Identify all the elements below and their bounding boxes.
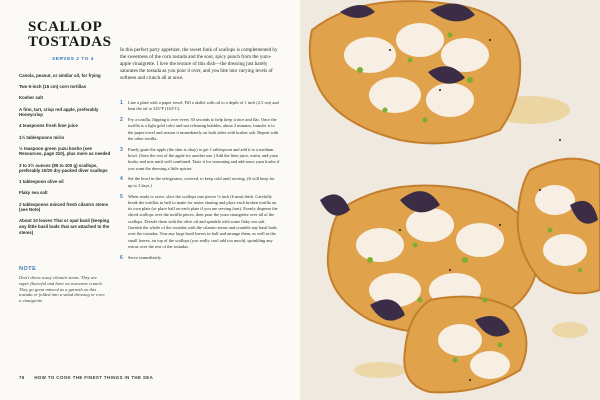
step-text: Finely grate the apple (the skin is okay) to get 1 tablespoon and add it to a medium bowl. (Save the rest of the apple for another use.) Add the lime juice, mirin, and yuzu kosho and mix until well combined. Taste it for seasoning and add more yuzu kosho if you want the dressing a little spicier. [128, 146, 280, 171]
method-step [120, 176, 280, 189]
step-text: Set the bowl in the refrigerator, covered, to keep cold until serving. (It will keep for up to 3 days.) [128, 176, 275, 188]
ingredient-item: 1½ tablespoons mirin [19, 134, 65, 140]
step-number: 6 [120, 254, 123, 261]
ingredient-item: 2 tablespoons minced fresh cilantro stems (see Note) [19, 201, 109, 213]
step-number: 2 [120, 117, 123, 124]
scallop-slice [426, 83, 474, 117]
scallop-slice [396, 23, 444, 57]
sauce-pool [552, 322, 588, 338]
scallop-slice [543, 234, 587, 266]
step-text: Line a plate with a paper towel. Fill a skillet with oil to a depth of 1 inch (2.5 cm) and heat the oil to 325°F (163°C). [128, 100, 279, 112]
title-line-1: SCALLOP [28, 19, 103, 35]
running-head: HOW TO COOK THE FINEST THINGS IN THE SEA [34, 375, 154, 380]
ingredient-item: About 10 leaves Thai or opal basil (keeping any little basil buds that are attached to the stems) [19, 218, 110, 235]
method-step [120, 147, 280, 172]
scallop-slice [344, 37, 396, 73]
scallop-slice [356, 228, 404, 262]
step-text: Serve immediately. [128, 254, 162, 260]
scallop-slice [438, 324, 482, 356]
scallop-slice [456, 223, 504, 257]
recipe-intro: In this perfect party appetizer, the sweet funk of scallops is complemented by the sweetness of the corn tostada and the sour, spicy punch from the yuzu-apple vinaigrette. I love the texture of this dish—the dressing just barely saturates the tostada as you pour it over, and you bite into varying levels of softness and crunch all at once. [120, 47, 278, 81]
method-step [120, 255, 280, 261]
ingredient-item: A firm, tart, crisp red apple, preferably Honeycrisp [19, 106, 99, 118]
method-step [120, 117, 280, 142]
ingredient-item: Flaky sea salt [19, 190, 48, 196]
ingredient-item: 4 teaspoons fresh lime juice [19, 123, 78, 129]
title-line-2: TOSTADAS [28, 34, 112, 50]
step-number: 5 [120, 193, 123, 200]
step-text: When ready to serve, slice the scallops into pieces ⅛ inch (6 mm) thick. Carefully break the tortillas in half to make for easier sharing and place each broken tortilla on its own plate (or place half on each plate if you are serving four). Evenly disperse the sliced scallops over the tortilla pieces, then pour the yuzu vinaigrette over all of the scallops. Drizzle them with the olive oil and sprinkle with some flaky sea salt. Garnish the whole of the tostadas with the cilantro stems and crumble any basil buds over the tostadas. Tear any large basil leaves in half and arrange them, as well as the small leaves, on top of the scallops (you really can't add too much), sprinkling any extras over the rest of the tostadas. [128, 193, 278, 249]
step-number: 1 [120, 100, 123, 106]
serves-label: SERVES 2 TO 4 [52, 57, 94, 62]
scallop-slice [369, 77, 421, 113]
ingredient-item: 3 to 3½ ounces (85 to 100 g) scallops, preferably 10/20 dry-packed diver scallops [19, 162, 108, 174]
ingredient-item: Canola, peanut, or similar oil, for frying [19, 73, 101, 78]
ingredient-item: Two 6-inch (15 cm) corn tortillas [19, 84, 87, 90]
ingredient-item: 1 tablespoon olive oil [19, 179, 64, 185]
sauce-pool [354, 362, 406, 378]
ingredient-list [19, 73, 111, 241]
method-step [120, 100, 280, 113]
method-step [120, 194, 280, 251]
scallop-slice [535, 185, 575, 215]
scallop-slice [406, 208, 454, 242]
scallop-slice [470, 351, 510, 379]
note-body: Don't throw away cilantro stems. They are super flavorful and have an awesome crunch. They go great minced as a garnish on this tostada or folded into a salad dressing or even a vinaigrette. [19, 275, 105, 304]
step-number: 3 [120, 146, 123, 153]
note-heading: NOTE [19, 266, 37, 272]
scallop-tostadas-photo [300, 0, 600, 400]
food-photo-illustration [300, 0, 600, 400]
page-footer [19, 375, 153, 380]
ingredient-item: ½ teaspoon green yuzu kosho (see Resources, page 310), plus more as needed [19, 145, 111, 157]
page-number: 76 [19, 375, 25, 380]
step-text: Fry a tortilla, flipping it over every 30 seconds to help keep it nice and flat. Once the tortilla is a light gold color and not releasing bubbles, about 2 minutes, transfer it to the paper towel and season it immediately on both sides with kosher salt. Repeat with the other tortilla. [128, 117, 279, 141]
ingredient-item: Kosher salt [19, 95, 43, 101]
method-steps [120, 100, 280, 266]
step-number: 4 [120, 176, 123, 183]
recipe-title [28, 20, 138, 50]
